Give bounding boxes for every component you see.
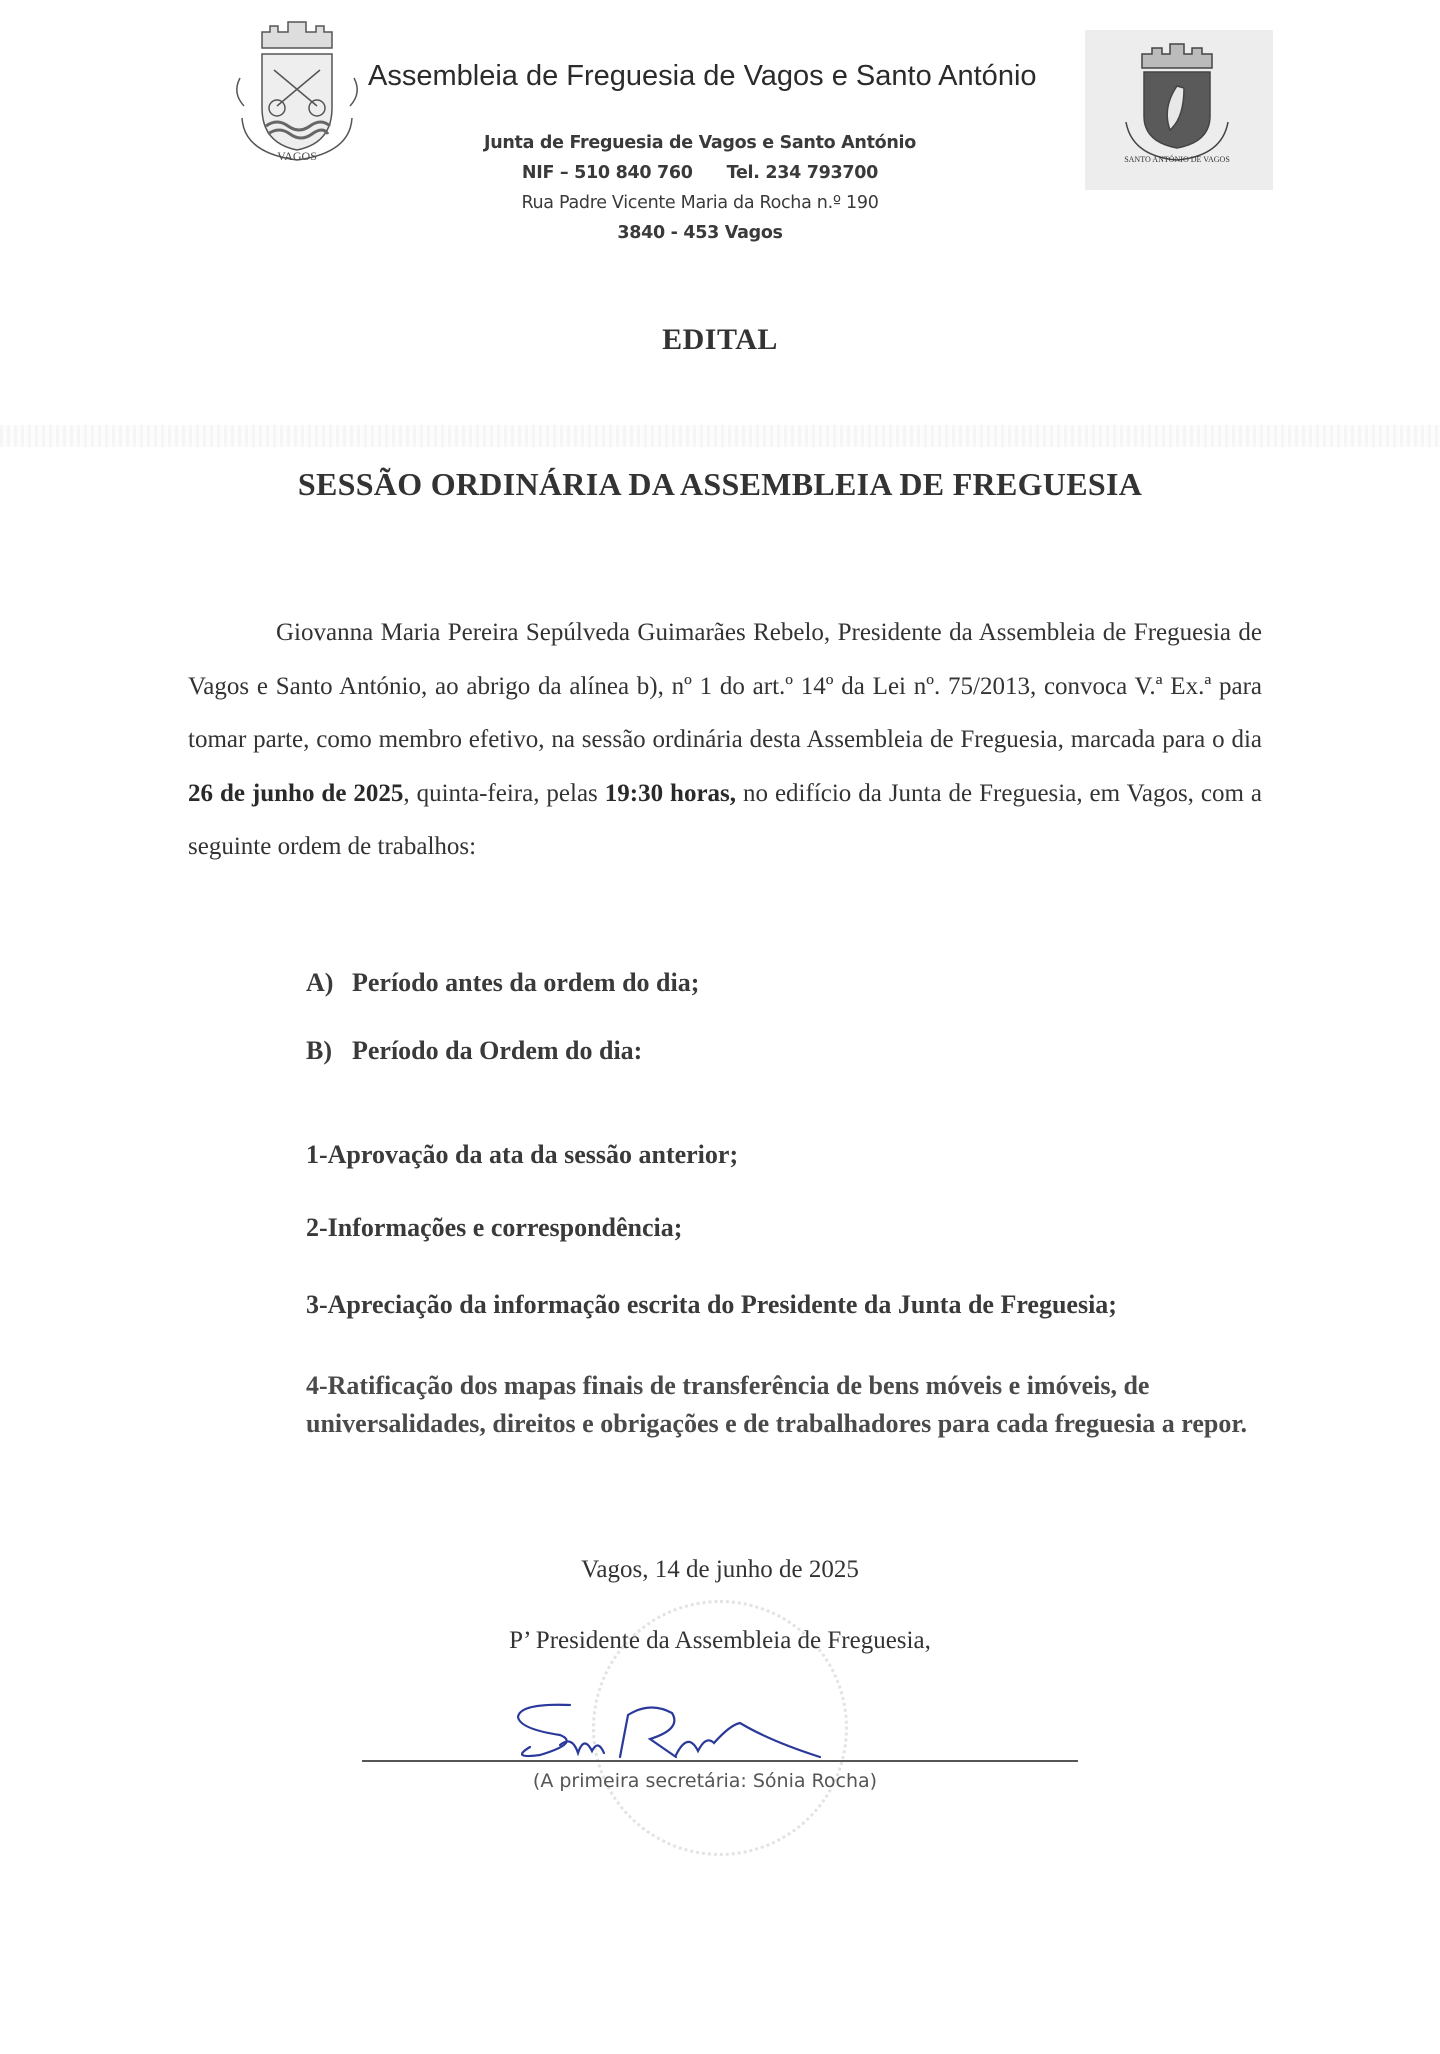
- assembly-title: Assembleia de Freguesia de Vagos e Santo António: [368, 60, 1037, 92]
- agenda-section: [306, 1036, 642, 1066]
- agenda-section: [306, 968, 699, 998]
- phone-number: Tel. 234 793700: [726, 163, 879, 183]
- body-part-1: Giovanna Maria Pereira Sepúlveda Guimarães Rebelo, Presidente da Assembleia de Freguesia de Vagos e Santo António, ao abrigo da alínea b), nº 1 do art.º 14º da Lei nº. 75/2013, convoca V.ª Ex.ª para tomar parte, como membro efetivo, na sessão ordinária desta Assembleia de Freguesia, marcada para o dia: [188, 619, 1262, 753]
- document-type-title: EDITAL: [662, 323, 778, 356]
- body-part-2: , quinta-feira, pelas: [403, 779, 605, 807]
- nif-number: NIF – 510 840 760: [521, 163, 693, 183]
- convocation-paragraph: [188, 606, 1262, 874]
- signer-role: P’ Presidente da Assembleia de Freguesia,: [509, 1627, 931, 1654]
- signature-caption: (A primeira secretária: Sónia Rocha): [532, 1770, 878, 1792]
- agenda-section-label: Período antes da ordem do dia;: [352, 968, 700, 997]
- vagos-coat-of-arms-icon: [222, 18, 372, 168]
- letterhead-details: [420, 128, 980, 248]
- agenda-item: 3-Apreciação da informação escrita do Presidente da Junta de Freguesia;: [306, 1290, 1117, 1319]
- agenda-section-mark: A): [306, 968, 334, 997]
- agenda-section-mark: B): [306, 1036, 332, 1065]
- crest-right-motto: SANTO ANTÓNIO DE VAGOS: [1124, 155, 1230, 164]
- street-address: Rua Padre Vicente Maria da Rocha n.º 190: [521, 193, 879, 213]
- agenda-item: 4-Ratificação dos mapas finais de transferência de bens móveis e imóveis, de universalidades, direitos e obrigações e de trabalhadores para cada freguesia a repor.: [306, 1371, 1248, 1438]
- agenda-item: 2-Informações e correspondência;: [306, 1213, 683, 1242]
- agenda-item: 1-Aprovação da ata da sessão anterior;: [306, 1140, 739, 1169]
- scan-artifact-band: [0, 425, 1440, 447]
- handwritten-signature-icon: [500, 1695, 920, 1775]
- signature-line: [362, 1760, 1078, 1762]
- document-subject: SESSÃO ORDINÁRIA DA ASSEMBLEIA DE FREGUESIA: [297, 466, 1143, 502]
- session-date: 26 de junho de 2025: [188, 779, 404, 807]
- place-and-date: Vagos, 14 de junho de 2025: [581, 1556, 859, 1583]
- postal-code: 3840 - 453 Vagos: [617, 223, 783, 243]
- org-name: Junta de Freguesia de Vagos e Santo António: [484, 133, 916, 153]
- body-part-3: no edifício da Junta de Freguesia, em Vagos, com a seguinte ordem de trabalhos:: [188, 779, 1262, 860]
- contact-line: [420, 158, 980, 188]
- crest-left-motto: VAGOS: [277, 149, 317, 163]
- agenda-section-label: Período da Ordem do dia:: [352, 1036, 643, 1065]
- session-time: 19:30 horas,: [604, 779, 737, 807]
- santo-antonio-coat-of-arms-icon: [1112, 38, 1242, 168]
